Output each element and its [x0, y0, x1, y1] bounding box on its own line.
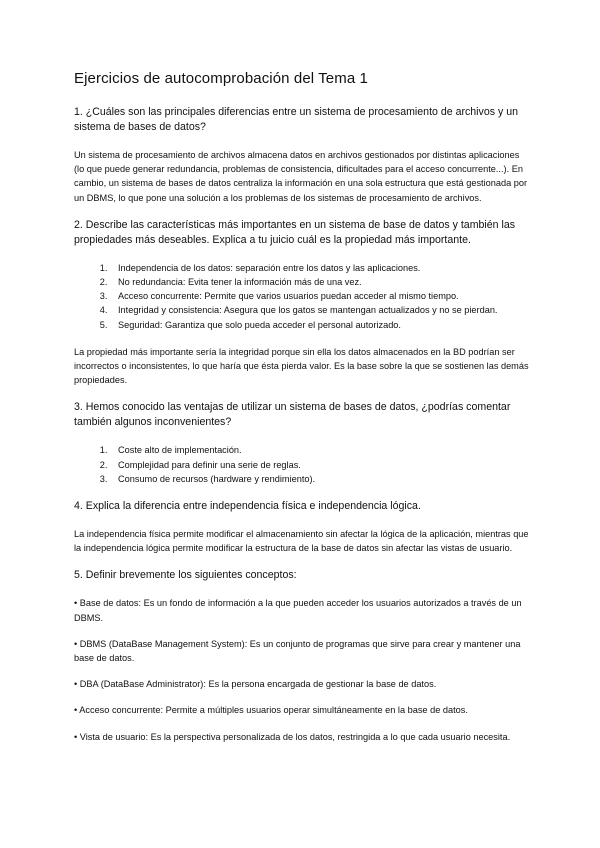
list-item: 1. Coste alto de implementación. [110, 443, 529, 457]
page-title: Ejercicios de autocomprobación del Tema 1 [74, 70, 368, 87]
definition-item: • Base de datos: Es un fondo de información a la que pueden acceder los usuarios autorizados a través de un DBMS. [74, 598, 522, 623]
question-2: 2. Describe las características más importantes en un sistema de base de datos y también las propiedades más deseables. Explica a tu juicio cuál es la propiedad más importante. [74, 218, 516, 246]
list-item: 1. Independencia de los datos: separación entre los datos y las aplicaciones. [110, 261, 529, 275]
list-item: 2. Complejidad para definir una serie de reglas. [110, 458, 529, 472]
list-item: 2. No redundancia: Evita tener la información más de una vez. [110, 275, 529, 289]
list-item: 4. Integridad y consistencia: Asegura que los gatos se mantengan actualizados y no se pierdan. [110, 303, 529, 317]
document-content [74, 70, 529, 756]
list-item: 3. Consumo de recursos (hardware y rendimiento). [110, 472, 529, 486]
answer-1: Un sistema de procesamiento de archivos almacena datos en archivos gestionados por distintas aplicaciones (lo que puede generar redundancia, problemas de consistencia, dificultades para el acceso concurrente...). En cambio, un sistema de bases de datos centraliza la información en una sola estructura que está gestionada por un DBMS, lo que pone una solución a los problemas de los sistemas de procesamiento de archivos. [74, 150, 528, 203]
list-item: 3. Acceso concurrente: Permite que varios usuarios puedan acceder al mismo tiempo. [110, 289, 529, 303]
definition-item: • Vista de usuario: Es la perspectiva personalizada de los datos, restringida a lo que cada usuario necesita. [74, 731, 511, 742]
definition-item: • DBMS (DataBase Management System): Es un conjunto de programas que sirve para crear y mantener una base de datos. [74, 638, 521, 664]
drawbacks-list [74, 443, 529, 486]
question-3: 3. Hemos conocido las ventajas de utilizar un sistema de bases de datos, ¿podrías comentar también algunos inconvenientes? [74, 401, 511, 429]
characteristics-list [74, 261, 529, 332]
answer-4: La independencia física permite modificar el almacenamiento sin afectar la lógica de la aplicación, mientras que la independencia lógica permite modificar la estructura de la base de datos sin afectar las vistas de usuario. [74, 529, 529, 554]
definition-item: • DBA (DataBase Administrator): Es la persona encargada de gestionar la base de datos. [74, 679, 437, 690]
list-item: 5. Seguridad: Garantiza que solo pueda acceder el personal autorizado. [110, 318, 529, 332]
question-4: 4. Explica la diferencia entre independencia física e independencia lógica. [74, 500, 421, 513]
definition-item: • Acceso concurrente: Permite a múltiples usuarios operar simultáneamente en la base de datos. [74, 705, 468, 716]
answer-2: La propiedad más importante sería la integridad porque sin ella los datos almacenados en la BD podrían ser incorrectos o inconsistentes, lo que haría que ésta pierda valor. Es la base sobre la que se sostienen las demás propiedades. [74, 346, 529, 386]
question-1: 1. ¿Cuáles son las principales diferencias entre un sistema de procesamiento de archivos y un sistema de bases de datos? [74, 106, 518, 133]
question-5: 5. Definir brevemente los siguientes conceptos: [74, 569, 297, 582]
